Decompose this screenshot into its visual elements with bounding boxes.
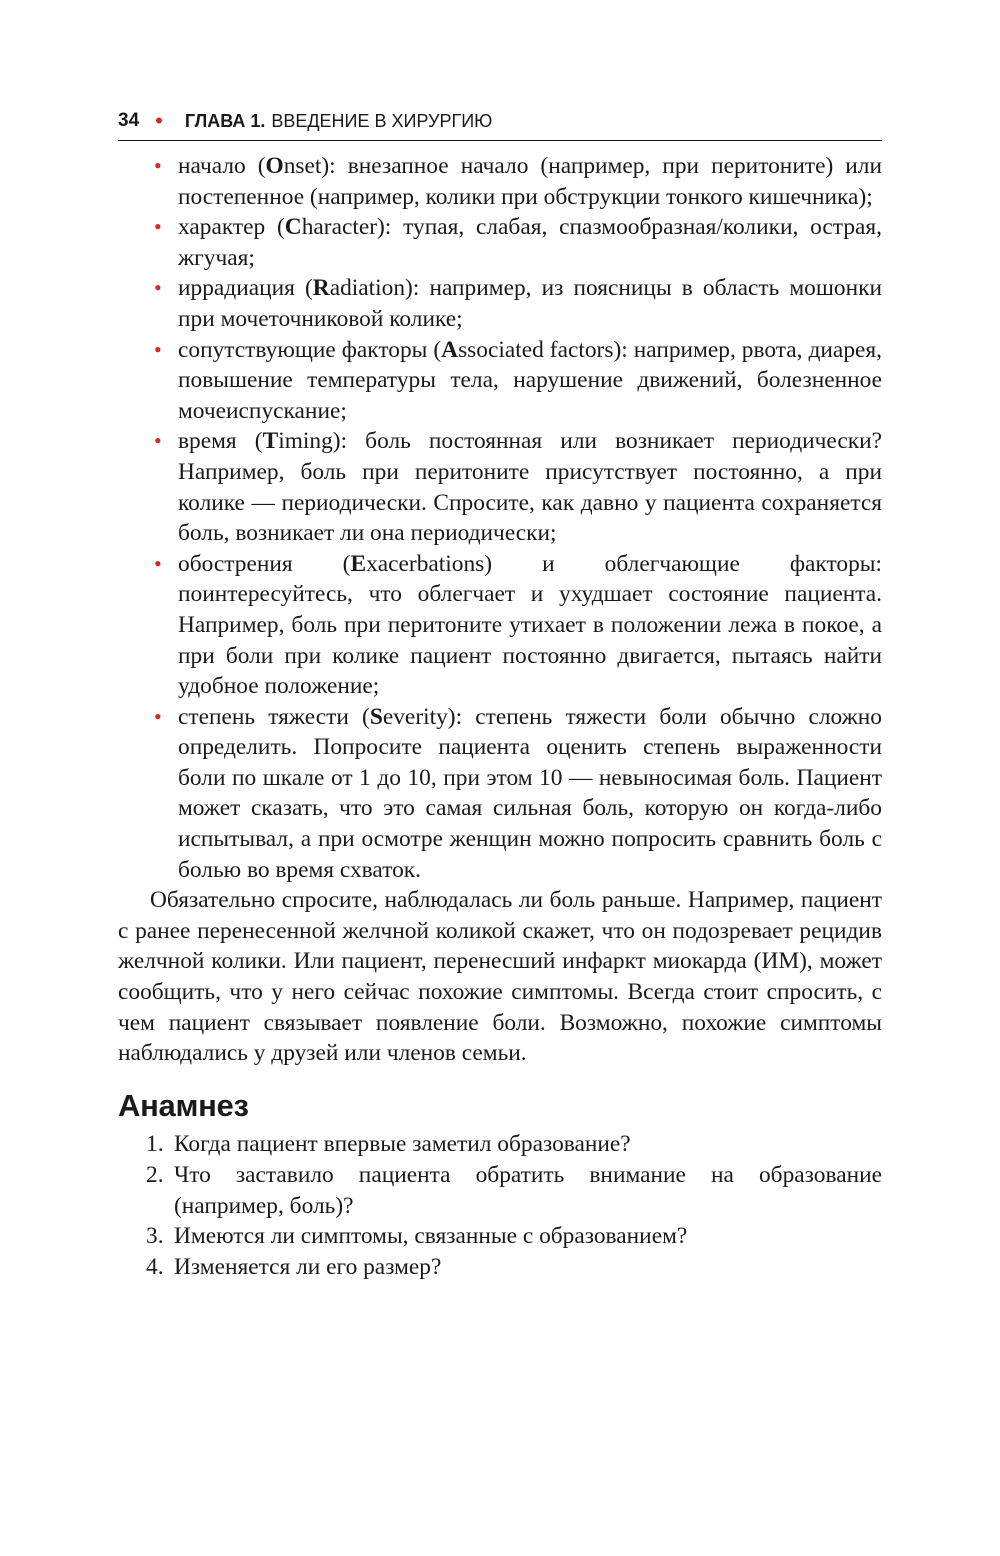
bullet-icon: •	[154, 214, 162, 240]
book-page	[118, 108, 882, 1282]
list-item: • время (Timing): боль постоянная или возникает периодически? Например, боль при перитоните присутствует постоянно, а при колике — периодически. Спросите, как давно у пациента сохраняется боль, возникает ли она периодически;	[154, 428, 883, 547]
list-item: • характер (Character): тупая, слабая, спазмообразная/колики, острая, жгучая;	[154, 214, 882, 271]
chapter-title: ВВЕДЕНИЕ В ХИРУРГИЮ	[271, 110, 493, 131]
list-item: • обострения (Exacerbations) и облегчающие факторы: поинтересуйтесь, что облегчает и ухудшает состояние пациента. Например, боль при перитоните утихает в положении лежа в покое, а при боли при колике пациент постоянно двигается, пытаясь найти удобное положение;	[154, 550, 882, 700]
list-item: 2. Что заставило пациента обратить внимание на образование (например, боль)?	[146, 1162, 882, 1219]
bullet-icon: •	[155, 108, 163, 133]
list-item: • сопутствующие факторы (Associated factors): например, рвота, диарея, повышение температуры тела, нарушение движений, болезненное мочеиспускание;	[154, 336, 883, 424]
bullet-icon: •	[154, 428, 162, 454]
list-item: • иррадиация (Radiation): например, из поясницы в область мошонки при мочеточниковой колике;	[154, 275, 882, 332]
section-title: Анамнез	[118, 1087, 249, 1123]
bullet-icon: •	[154, 336, 162, 362]
list-item: • степень тяжести (Severity): степень тяжести боли обычно сложно определить. Попросите пациента оценить степень выраженности боли по шкале от 1 до 10, при этом 10 — невыносимая боль. Пациент может сказать, что это самая сильная боль, которую он когда-либо испытывал, а при осмотре женщин можно попросить сравнить боль с болью во время схваток.	[154, 703, 882, 883]
bullet-icon: •	[154, 550, 162, 576]
list-item: 3. Имеются ли симптомы, связанные с образованием?	[146, 1223, 688, 1250]
list-item: • начало (Onset): внезапное начало (например, при перитоните) или постепенное (например, колики при обструкции тонкого кишечника);	[154, 153, 882, 210]
history-questions	[118, 1129, 882, 1282]
body-paragraph: Обязательно спросите, наблюдалась ли боль раньше. Например, пациент с ранее перенесенной желчной коликой скажет, что он подозревает рецидив желчной колики. Или пациент, перенесший инфаркт миокарда (ИМ), может сообщить, что у него сейчас похожие симптомы. Всегда стоит спросить, с чем пациент связывает появление боли. Возможно, похожие симптомы наблюдались у друзей или членов семьи.	[118, 887, 882, 1067]
bullet-icon: •	[154, 275, 162, 301]
bullet-icon: •	[154, 703, 162, 729]
symptom-list	[118, 151, 882, 885]
page-body	[118, 151, 882, 1282]
list-item: 1. Когда пациент впервые заметил образование?	[146, 1131, 631, 1158]
bullet-icon: •	[154, 153, 162, 178]
chapter-label: ГЛАВА 1.	[184, 110, 266, 131]
running-header	[118, 108, 882, 141]
page-number: 34	[118, 110, 140, 131]
list-item: 4. Изменяется ли его размер?	[146, 1253, 442, 1280]
